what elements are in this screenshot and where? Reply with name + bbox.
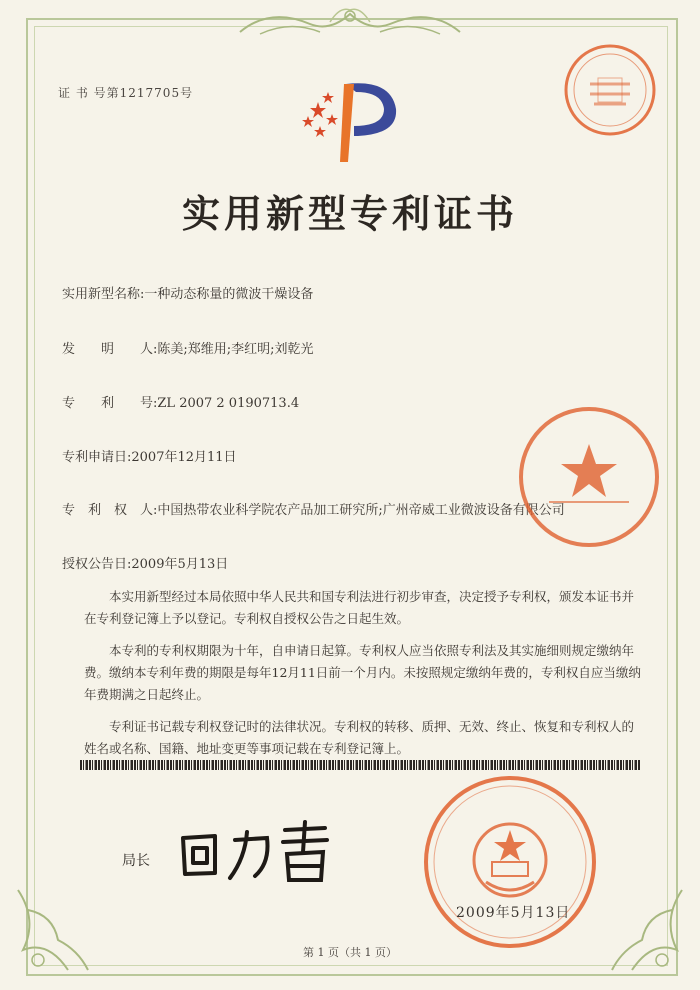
field-grant-date <box>62 553 228 572</box>
field-name <box>62 283 313 302</box>
field-label: 发 明 人: <box>62 342 158 357</box>
field-value: 2009年5月13日 <box>131 557 229 572</box>
field-patent-number <box>62 392 299 411</box>
field-label: 专 利 权 人: <box>62 503 158 518</box>
field-patentee <box>62 499 565 518</box>
field-inventors <box>62 338 314 357</box>
field-value: 2007年12月11日 <box>131 450 237 465</box>
paragraph: 本专利的专利权期限为十年，自申请日起算。专利权人应当依照专利法及其实施细则规定缴纳年费。缴纳本专利年费的期限是每年12月11日前一个月内。未按照规定缴纳年费的，专利权自应当缴纳年费期满之日起终止。 <box>84 643 641 702</box>
field-value: ZL 2007 2 0190713.4 <box>157 396 300 411</box>
certificate-number: 证 书 号第1217705号 <box>58 86 194 100</box>
agency-seal <box>560 40 660 140</box>
bottom-left-ornament <box>8 880 98 980</box>
field-value: 中国热带农业科学院农产品加工研究所;广州帝威工业微波设备有限公司 <box>157 503 565 518</box>
field-value: 一种动态称量的微波干燥设备 <box>144 287 314 302</box>
certificate-title: 实用新型专利证书 <box>181 192 518 236</box>
field-value: 陈美;郑维用;李红明;刘乾光 <box>157 342 314 357</box>
field-label: 实用新型名称: <box>62 287 145 302</box>
bottom-right-ornament <box>602 880 692 980</box>
field-label: 授权公告日: <box>62 557 132 572</box>
page-number: 第 1 页（共 1 页） <box>303 946 397 959</box>
issue-date: 2009年5月13日 <box>456 905 571 921</box>
top-ornament <box>230 2 470 42</box>
director-signature <box>175 818 345 888</box>
certificate-body <box>84 586 644 770</box>
paragraph: 本实用新型经过本局依照中华人民共和国专利法进行初步审查，决定授予专利权，颁发本证书并在专利登记簿上予以登记。专利权自授权公告之日起生效。 <box>84 589 635 626</box>
field-label: 专 利 号: <box>62 396 158 411</box>
field-label: 专利申请日: <box>62 450 132 465</box>
paragraph: 专利证书记载专利权登记时的法律状况。专利权的转移、质押、无效、终止、恢复和专利权人的姓名或名称、国籍、地址变更等事项记载在专利登记簿上。 <box>84 719 635 756</box>
national-seal <box>420 772 600 952</box>
barcode <box>80 760 640 770</box>
company-seal <box>514 402 664 552</box>
patent-office-logo <box>296 74 416 164</box>
chief-label: 局长 <box>122 853 150 869</box>
field-application-date <box>62 446 237 465</box>
